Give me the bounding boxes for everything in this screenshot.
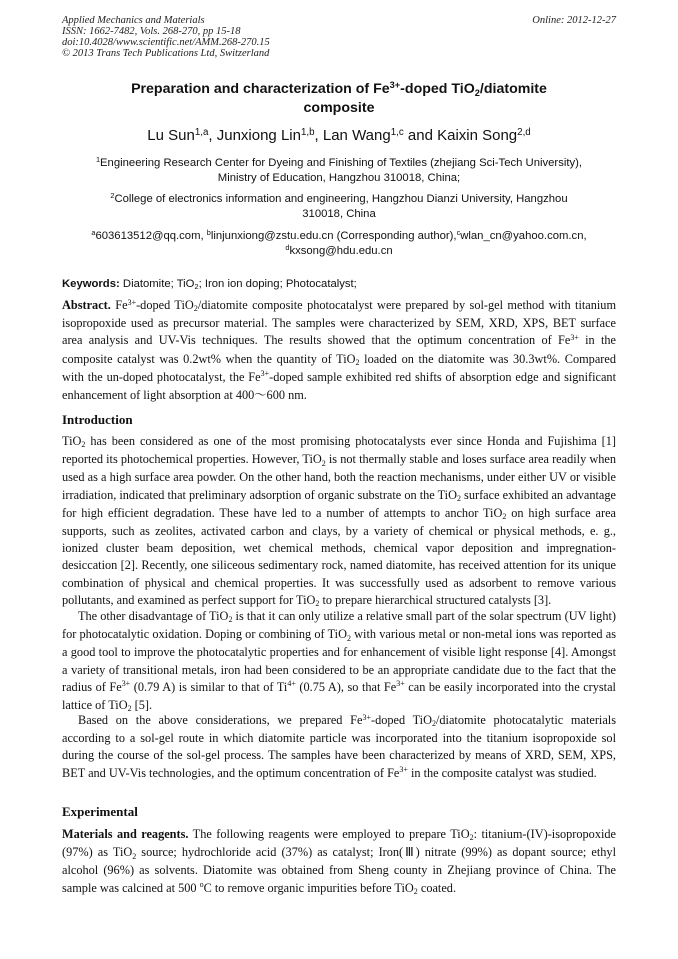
introduction-paragraph-3: Based on the above considerations, we prepared $Fe^{3+}$-doped TiO$_2$/diatomite photocatalytic materials according to a sol-gel route in which diatomite particle was incorporated into the titanium isopropoxide sol during the course of the sol-gel process. The samples have been characterized by means of XRD, SEM, XPS, BET and UV-Vis technologies, and the optimum concentration of $Fe^{3+}$ in the composite catalyst was studied. xyxy=(62,712,616,780)
section-heading-introduction: Introduction xyxy=(62,412,133,427)
paper-title: Preparation and characterization of $Fe^{3+}$-doped TiO$_2$/diatomite composite xyxy=(131,79,547,116)
introduction-paragraph-1: TiO$_2$ has been considered as one of the most promising photocatalysts ever since Honda and Fujishima [1] reported its photochemical properties. However, TiO$_2$ is not thermally stable and loses surface area readily when used as a high surface area powder. On the other hand, both the reaction mechanisms, under either UV or visible irradiation, indicated that preliminary adsorption of organic substrate on the TiO$_2$ surface exhibited an advantage for high efficient degradation. These have led to a number of attempts to anchor TiO$_2$ on high surface area supports, such as zeolites, activated carbon and clays, by a variety of chemical or physical methods, e. g., ionized cluster beam deposition, wet chemical methods, chemical vapor deposition and impregnation-desiccation [2]. Recently, one siliceous sedimentary rock, named diatomite, has received attention for its unique combination of physical and chemical properties. It was successfully used as adsorbent to remove various pollutants, and examined as perfect support for TiO$_2$ to prepare hierarchical structured catalysts [3]. xyxy=(62,434,616,609)
email-link: linjunxiong@zstu.edu.cn (Corresponding author), xyxy=(210,230,457,242)
keywords: Keywords: Diatomite; TiO$_2$; Iron ion doping; Photocatalyst; xyxy=(62,278,357,292)
abstract-label: Abstract. xyxy=(62,298,111,312)
author: Kaixin Song xyxy=(437,127,518,144)
author-list: Lu Sun$^{1,a}$, Junxiong Lin$^{1,b}$, Lan Wang$^{1,c}$ and Kaixin Song$^{2,d}$ xyxy=(147,126,531,144)
journal-header xyxy=(62,15,616,59)
materials-paragraph: Materials and reagents. The following reagents were employed to prepare TiO$_2$: titanium-(IV)-isopropoxide (97%) as TiO$_2$ source; hydrochloride acid (37%) as catalyst; Iron(Ⅲ) nitrate (99%) as dopant source; ethyl alcohol (96%) as solvents. Diatomite was obtained from Sheng county in Zhejiang province of China. The sample was calcined at 500 $^o$C to remove organic impurities before TiO$_2$ coated. xyxy=(62,827,616,896)
issn-line: ISSN: 1662-7482, Vols. 268-270, pp 15-18 xyxy=(62,26,241,37)
materials-label: Materials and reagents. xyxy=(62,827,189,841)
email-link: wlan_cn@yahoo.com.cn, xyxy=(460,230,587,242)
section-heading-experimental: Experimental xyxy=(62,804,138,819)
online-date: Online: 2012-12-27 xyxy=(532,15,616,26)
author: Junxiong Lin xyxy=(216,127,301,144)
email-link: 603613512@qq.com, xyxy=(95,230,207,242)
doi-line: doi:10.4028/www.scientific.net/AMM.268-270.15 xyxy=(62,37,270,48)
keywords-label: Keywords: xyxy=(62,278,120,290)
journal-name: Applied Mechanics and Materials xyxy=(62,15,205,26)
author: Lu Sun xyxy=(147,127,195,144)
copyright-line: © 2013 Trans Tech Publications Ltd, Switzerland xyxy=(62,48,270,59)
introduction-paragraph-2: The other disadvantage of TiO$_2$ is that it can only utilize a relative small part of the solar spectrum (UV light) for photocatalytic oxidation. Doping or combining of TiO$_2$ with various metal or non-metal ions was reported as a good tool to improve the photocatalytic properties and for enhancement of visible light response [4]. Amongst a variety of transitional metals, iron had been considered to be an appropriate candidate due to the fact that the radius of $Fe^{3+}$ (0.79 A) is similar to that of $Ti^{4+}$ (0.75 A), so that $Fe^{3+}$ can be easily incorporated into the crystal lattice of TiO$_2$ [5]. xyxy=(62,609,616,714)
author: Lan Wang xyxy=(322,127,391,144)
email-link: kxsong@hdu.edu.cn xyxy=(289,245,393,257)
affiliation-1: $^1$Engineering Research Center for Dyeing and Finishing of Textiles (zhejiang Sci-Tech University), Ministry of Education, Hangzhou 310018, China; xyxy=(95,154,583,184)
affiliation-2: $^2$College of electronics information and engineering, Hangzhou Dianzi University, Hangzhou 310018, China xyxy=(110,190,568,220)
email-list: $^a$603613512@qq.com, $^b$linjunxiong@zstu.edu.cn (Corresponding author),$^c$wlan_cn@yahoo.com.cn, $^d$kxsong@hdu.edu.cn xyxy=(91,227,587,257)
abstract: Abstract. $Fe^{3+}$-doped TiO$_2$/diatomite composite photocatalyst were prepared by sol-gel method with titanium isopropoxide used as precursor material. The samples were characterized by SEM, XRD, XPS, BET surface area analysis and UV-Vis techniques. The results showed that the optimum concentration of $Fe^{3+}$ in the composite catalyst was 0.2wt% when the quantity of TiO$_2$ loaded on the diatomite was 30.3wt%. Compared with the un-doped photocatalyst, the $Fe^{3+}$-doped sample exhibited red shifts of absorption edge and significant enhancement of light absorption at 400～600 nm. xyxy=(62,297,617,403)
